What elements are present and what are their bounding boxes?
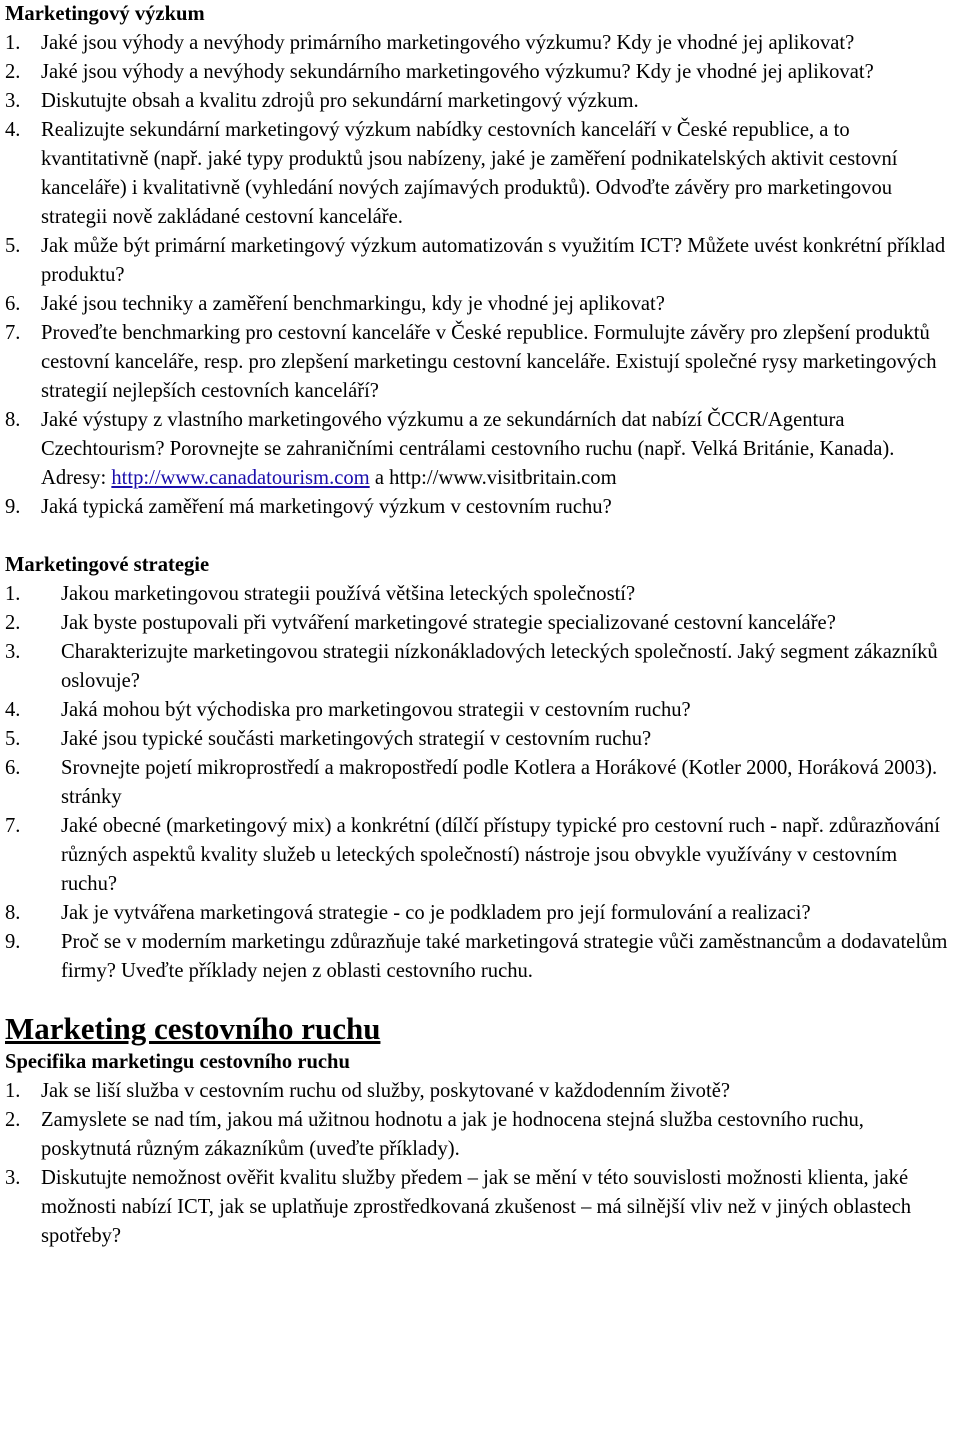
list-item: 7. Proveďte benchmarking pro cestovní kanceláře v České republice. Formulujte závěry pro zlepšení produktů cestovní kanceláře, resp. pro zlepšení marketingu cestovní kanceláře. Existují společné rysy marketingových strategií nejlepších cestovních kanceláří? [5,322,937,402]
list-item: 6. Srovnejte pojetí mikroprostředí a makropostředí podle Kotlera a Horákové (Kotler 2000, Horáková 2003). stránky [5,757,938,808]
list-item: 2. Zamyslete se nad tím, jakou má užitnou hodnotu a jak je hodnocena stejná služba cestovního ruchu, poskytnutá různým zákazníkům (uveďte příklady). [5,1109,864,1160]
list-item: 4. Jaká mohou být východiska pro marketingovou strategii v cestovním ruchu? [5,699,691,721]
spacer [5,522,955,551]
list-item: 4. Realizujte sekundární marketingový výzkum nabídky cestovních kanceláří v České republice, a to kvantitativně (např. jaké typy produktů jsou nabízeny, jaké je zaměření podnikatelských aktivit cestovní kanceláře) i kvalitativně (vyhledání nových zajímavých produktů). Odvoďte závěry pro marketingovou strategii nově zakládané cestovní kanceláře. [5,119,898,228]
canadatourism-link[interactable]: http://www.canadatourism.com [111,467,370,489]
section-heading-tourism-marketing-specifics: Specifika marketingu cestovního ruchu [5,1051,350,1073]
list-item: 2. Jaké jsou výhody a nevýhody sekundárního marketingového výzkumu? Kdy je vhodné jej aplikovat? [5,61,874,83]
strategy-question-list [5,580,955,986]
research-question-list [5,29,955,522]
list-item: 3. Diskutujte obsah a kvalitu zdrojů pro sekundární marketingový výzkum. [5,90,639,112]
list-item: 5. Jak může být primární marketingový výzkum automatizován s využitím ICT? Můžete uvést konkrétní příklad produktu? [5,235,946,286]
list-item: 1. Jakou marketingovou strategii používá většina leteckých společností? [5,583,636,605]
list-item: 7. Jaké obecné (marketingový mix) a konkrétní (dílčí přístupy typické pro cestovní ruch - např. zdůrazňování různých aspektů kvality služeb u leteckých společností) nástroje jsou obvykle využívány v cestovním ruchu? [5,815,940,895]
list-item: 9. Jaká typická zaměření má marketingový výzkum v cestovním ruchu? [5,496,612,518]
spacer [5,998,955,1010]
chapter-title: Marketing cestovního ruchu [5,1011,381,1046]
list-item: 8. Jak je vytvářena marketingová strategie - co je podkladem pro její formulování a realizaci? [5,902,811,924]
list-item: 6. Jaké jsou techniky a zaměření benchmarkingu, kdy je vhodné jej aplikovat? [5,293,665,315]
list-item: 1. Jak se liší služba v cestovním ruchu od služby, poskytované v každodenním životě? [5,1080,730,1102]
list-item: 3. Diskutujte nemožnost ověřit kvalitu služby předem – jak se mění v této souvislosti možnosti klienta, jaké možnosti nabízí ICT, jak se uplatňuje zprostředkovaná zkušenost – má silnější vliv než v jiných oblastech spotřeby? [5,1167,912,1247]
spacer [5,986,955,998]
section-heading-marketing-research: Marketingový výzkum [5,3,205,25]
list-item: 5. Jaké jsou typické součásti marketingových strategií v cestovním ruchu? [5,728,652,750]
list-item: 3. Charakterizujte marketingovou strategii nízkonákladových leteckých společností. Jaký segment zákazníků oslovuje? [5,641,938,692]
list-item: 2. Jak byste postupovali při vytváření marketingové strategie specializované cestovní kanceláře? [5,612,836,634]
list-item: 1. Jaké jsou výhody a nevýhody primárního marketingového výzkumu? Kdy je vhodné jej aplikovat? [5,32,855,54]
list-item: 9. Proč se v moderním marketingu zdůrazňuje také marketingová strategie vůči zaměstnancům a dodavatelům firmy? Uveďte příklady nejen z oblasti cestovního ruchu. [5,931,948,982]
specifics-question-list [5,1077,955,1251]
list-item: 8. Jaké výstupy z vlastního marketingového výzkumu a ze sekundárních dat nabízí ČCCR/Agentura Czechtourism? Porovnejte se zahraničními centrálami cestovního ruchu (např. Velká Británie, Kanada). Adresy: http://www.canadatourism.com a http://www.visitbritain.com [5,409,895,489]
section-heading-marketing-strategies: Marketingové strategie [5,554,210,576]
